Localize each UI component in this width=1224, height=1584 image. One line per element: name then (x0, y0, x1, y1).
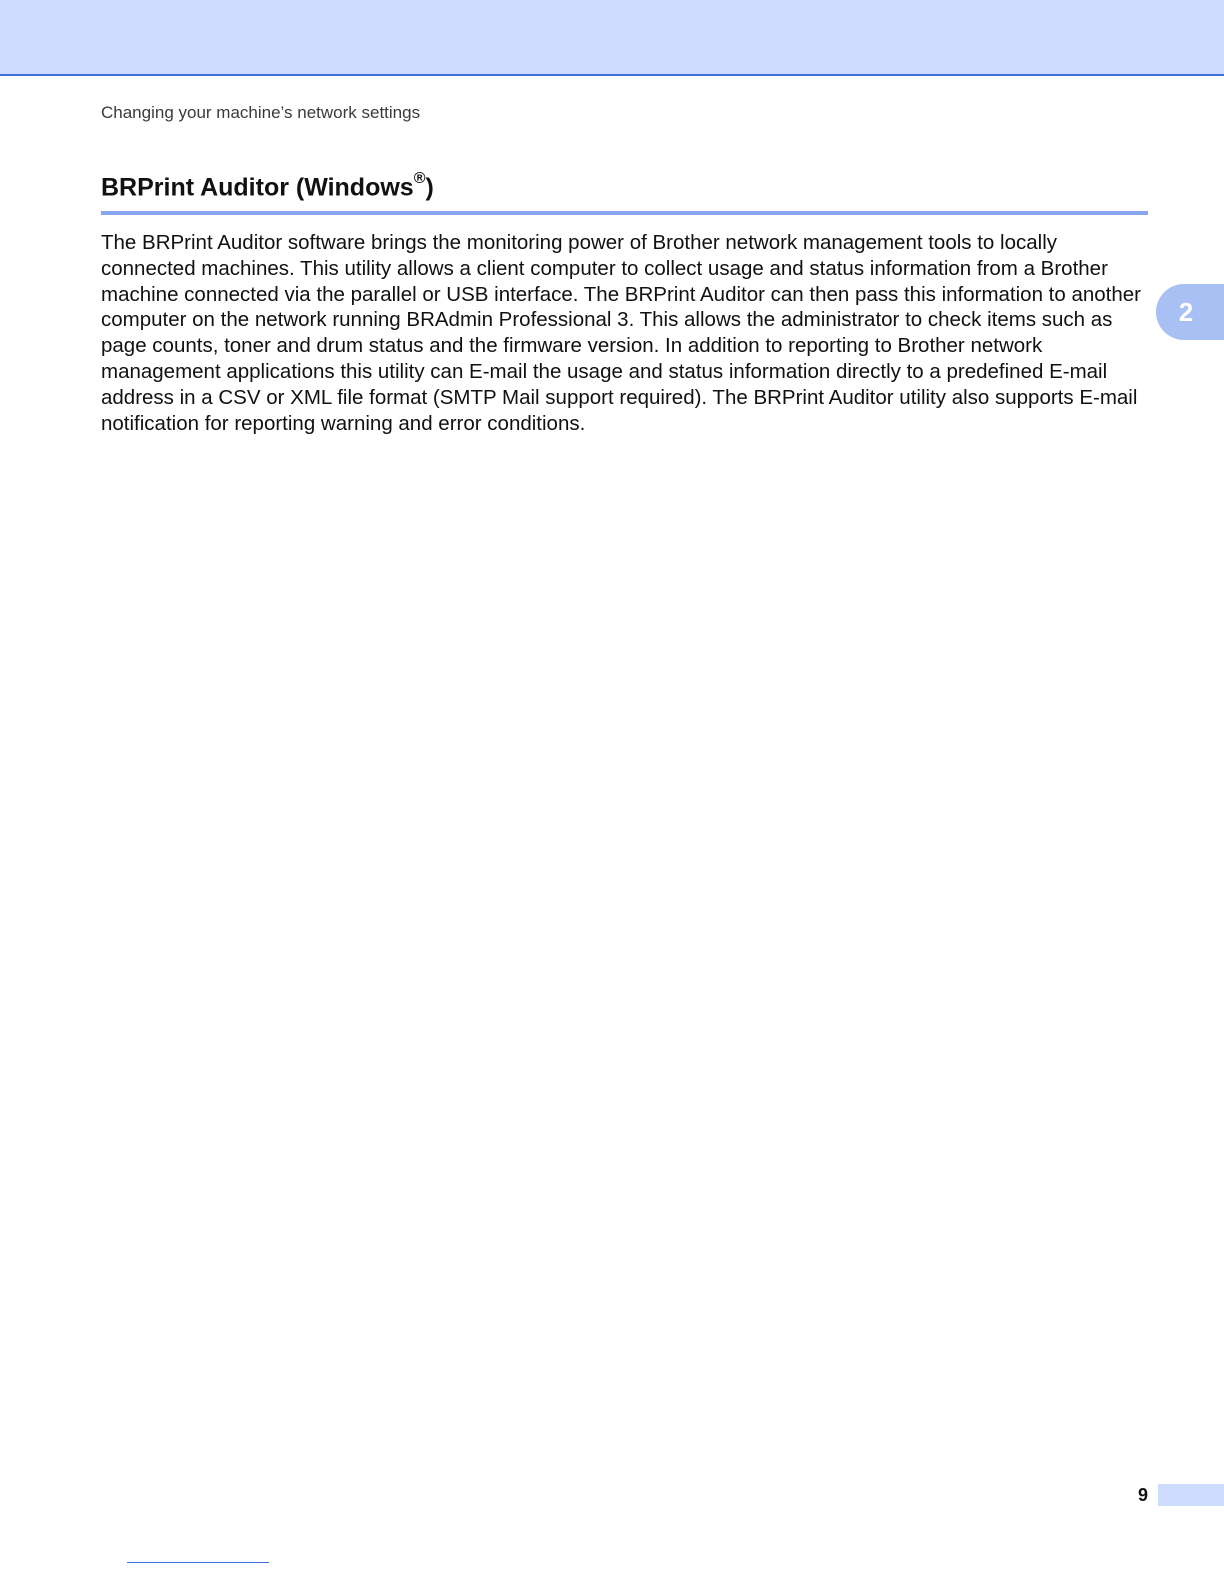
section-title-text: BRPrint Auditor (Windows (101, 173, 414, 202)
section-title-suffix: ) (425, 173, 434, 202)
page-number-bar (1158, 1484, 1224, 1506)
running-header: Changing your machine’s network settings (101, 103, 421, 122)
top-banner (0, 0, 1224, 76)
registered-mark: ® (413, 170, 426, 187)
body-paragraph: The BRPrint Auditor software brings the monitoring power of Brother network management tools to locally connected machines. This utility allows a client computer to collect usage and status information from a Brother machine connected via the parallel or USB interface. The BRPrint Auditor can then pass this information to another computer on the network running BRAdmin Professional 3. This allows the administrator to check items such as page counts, toner and drum status and the firmware version. In addition to reporting to Brother network management applications this utility can E-mail the usage and status information directly to a predefined E-mail address in a CSV or XML file format (SMTP Mail support required). The BRPrint Auditor utility also supports E-mail notification for reporting warning and error conditions. (101, 231, 1142, 435)
chapter-tab (1156, 284, 1224, 340)
chapter-number: 2 (1178, 296, 1194, 327)
page-number: 9 (1137, 1485, 1148, 1505)
title-rule (101, 211, 1148, 215)
footer-rule (127, 1562, 269, 1563)
section-title (101, 172, 434, 202)
